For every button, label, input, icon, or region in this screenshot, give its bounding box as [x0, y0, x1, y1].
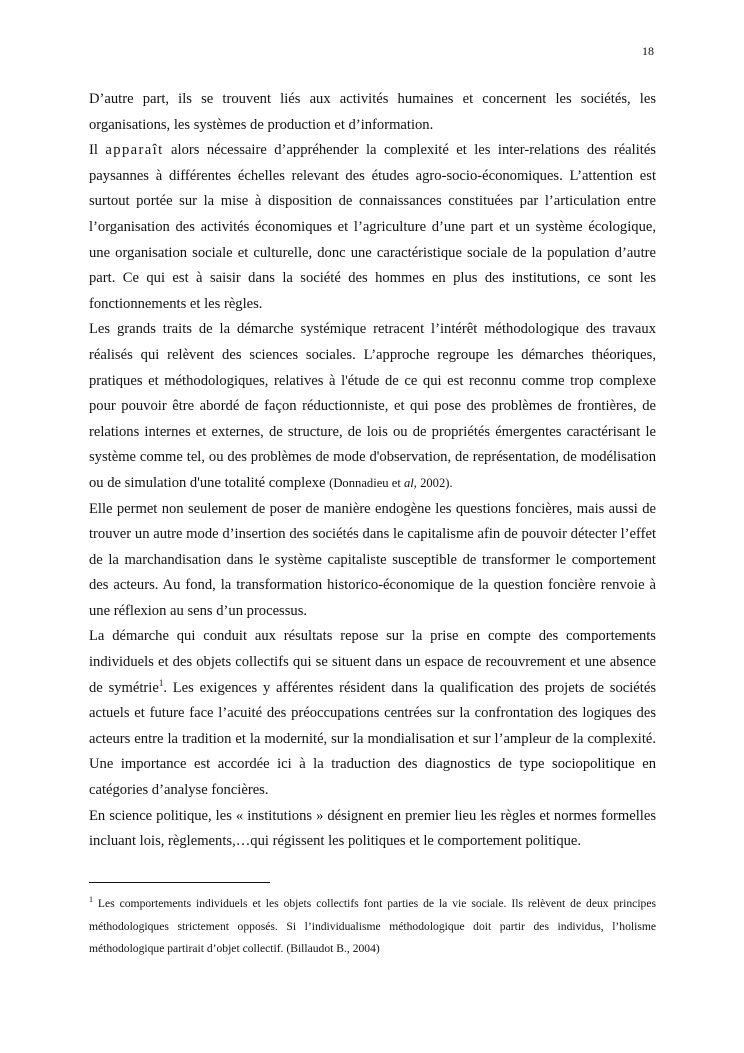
footnote-marker: 1	[89, 895, 93, 905]
paragraph-5-part-b: . Les exigences y afférentes résident dans la qualification des projets de sociétés actuels et future face l’acuité des préoccupations centrées sur la confrontation des logiques des acteurs entre la tradition et la modernité, sur la mondialisation et sur l’ampleur de la complexité. Une importance est accordée ici à la traduction des diagnostics de type sociopolitique en catégories d’analyse foncières.	[89, 679, 656, 799]
footnote	[89, 893, 656, 961]
paragraph-2-rest: alors nécessaire d’appréhender la complexité et les inter-relations des réalités paysannes à différentes échelles relevant des études agro-socio-économiques. L’attention est surtout portée sur la mise à disposition de connaissances constituées par l’articulation entre l’organisation des activités économiques et l’agriculture d’une part et un système écologique, une organisation sociale et culturelle, donc une caractéristique sociale de la population d’autre part. Ce qui est à saisir dans la société des hommes en plus des institutions, ce sont les fonctionnements et les règles.	[89, 142, 656, 312]
paragraph-2-start: Il	[89, 142, 106, 159]
footnote-citation: (Billaudot B., 2004)	[286, 942, 380, 956]
footnote-reference: 1	[158, 677, 164, 688]
paragraph-5	[89, 624, 656, 803]
body-text	[89, 87, 656, 855]
paragraph-5-part-a: La démarche qui conduit aux résultats repose sur la prise en compte des comportements individuels et des objets collectifs qui se situent dans un espace de recouvrement et une absence de symétrie	[89, 628, 656, 696]
paragraph-1: D’autre part, ils se trouvent liés aux activités humaines et concernent les sociétés, les organisations, les systèmes de production et d’information.	[89, 91, 656, 133]
paragraph-2-spaced-word: apparaît	[105, 142, 164, 159]
citation-italic: al	[403, 475, 414, 490]
citation-part-b: , 2002).	[413, 475, 453, 490]
paragraph-3-citation	[329, 476, 452, 490]
footnote-text: Les comportements individuels et les objets collectifs font parties de la vie sociale. Ils relèvent de deux principes méthodologiques strictement opposés. Si l’individualisme méthodologique doit partir des individus, l’holisme méthodologique partirait d’objet collectif.	[89, 897, 656, 956]
citation-part-a: (Donnadieu et	[329, 475, 404, 490]
paragraph-3	[89, 317, 656, 496]
paragraph-6: En science politique, les « institutions » désignent en premier lieu les règles et normes formelles incluant lois, règlements,…qui régissent les politiques et le comportement politique.	[89, 807, 656, 850]
paragraph-3-text: Les grands traits de la démarche systémique retracent l’intérêt méthodologique des travaux réalisés qui relèvent des sciences sociales. L’approche regroupe les démarches théoriques, pratiques et méthodologiques, relatives à l'étude de ce qui est reconnu comme trop complexe pour pouvoir être abordé de façon réductionniste, et qui pose des problèmes de frontières, de relations internes et externes, de structure, de lois ou de propriétés émergentes caractérisant le système comme tel, ou des problèmes de mode d'observation, de représentation, de modélisation ou de simulation d'une totalité complexe	[89, 321, 656, 491]
page-number: 18	[642, 44, 654, 58]
paragraph-4: Elle permet non seulement de poser de manière endogène les questions foncières, mais aussi de trouver un autre mode d’insertion des sociétés dans le capitalisme afin de pouvoir détecter l’effet de la marchandisation dans le système capitaliste susceptible de transformer le comportement des acteurs. Au fond, la transformation historico-économique de la question foncière renvoie à une réflexion au sens d’un processus.	[89, 500, 656, 619]
footnote-divider	[89, 882, 270, 883]
paragraph-2	[89, 138, 656, 317]
